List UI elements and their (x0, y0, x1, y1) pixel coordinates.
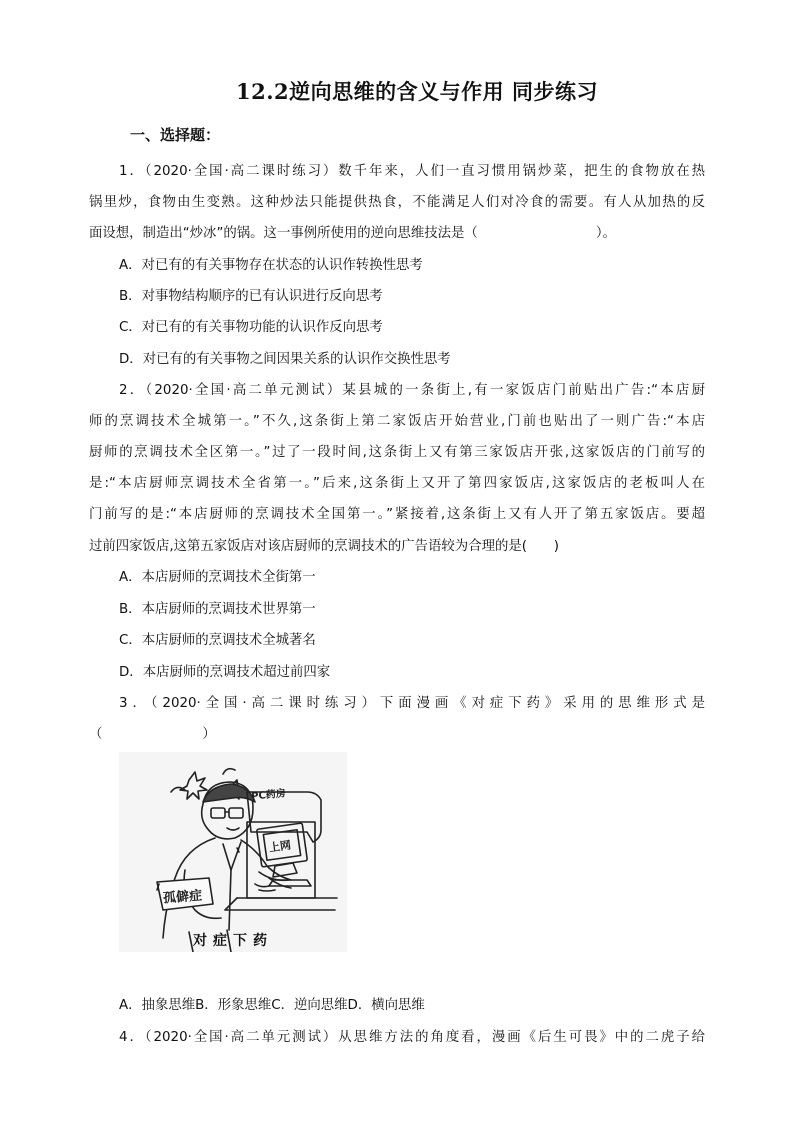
q3-options: A．抽象思维B．形象思维C．逆向思维D．横向思维 (119, 998, 425, 1013)
q2-option-b: B．本店厨师的烹调技术世界第一 (119, 602, 316, 617)
q3-stem-line-1: 3．（2020·全国·高二课时练习）下面漫画《对症下药》采用的思维形式是 (119, 696, 705, 711)
q3-stem-line-2 (89, 725, 705, 745)
q4-stem-line-1: 4．（2020·全国·高二单元测试）从思维方法的角度看，漫画《后生可畏》中的二虎子给 (119, 1030, 705, 1045)
pharmacy-sign: PC药房 (250, 788, 287, 803)
q2-stem-line-2: 师的烹调技术全城第一。”不久,这条街上第二家饭店开始营业,门前也贴出了一则广告:“本店 (89, 414, 705, 429)
q2-stem-line-5: 门前写的是:“本店厨师的烹调技术全国第一。”紧接着,这条街上又有人开了第五家饭店。要超 (89, 507, 705, 522)
q2-stem-line-1: 2．（2020·全国·高二单元测试）某县城的一条街上,有一家饭店门前贴出广告:“本店厨 (119, 383, 705, 398)
q1-stem-line-3 (89, 224, 705, 244)
q1-option-c: C．对已有的有关事物功能的认识作反向思考 (119, 320, 383, 335)
q1-stem-line-1: 1．（2020·全国·高二课时练习）数千年来，人们一直习惯用锅炒菜，把生的食物放在热 (119, 164, 705, 179)
q1-stem-line-3-text: 面设想，制造出“炒冰”的锅。这一事例所使用的逆向思维技法是（ (89, 226, 478, 241)
paper-label: 孤僻症 (162, 888, 203, 907)
section-heading: 一、选择题： (130, 126, 221, 144)
q2-option-c: C．本店厨师的烹调技术全城著名 (119, 633, 316, 648)
q1-option-a: A．对已有的有关事物存在状态的认识作转换性思考 (119, 258, 423, 273)
q1-option-d: D．对已有的有关事物之间因果关系的认识作交换性思考 (119, 352, 451, 367)
q2-option-d: D．本店厨师的烹调技术超过前四家 (119, 665, 331, 680)
q2-stem-line-3: 厨师的烹调技术全区第一。”过了一段时间,这条街上又有第三家饭店开张,这家饭店的门前写的 (89, 445, 705, 460)
q1-stem-line-2: 锅里炒，食物由生变熟。这种炒法只能提供热食，不能满足人们对冷食的需要。有人从加热的反 (89, 195, 705, 210)
q3-close-paren: ） (202, 727, 216, 742)
q1-stem-line-3-end: ）。 (595, 226, 616, 241)
cartoon-caption: 对症下药 (193, 933, 273, 949)
cartoon-drawing (119, 752, 347, 952)
page-title: 12.2逆向思维的含义与作用 同步练习 (236, 79, 598, 104)
q2-stem-line-4: 是:“本店厨师烹调技术全省第一。”后来,这条街上又开了第四家饭店,这家饭店的老板叫人在 (89, 476, 705, 491)
screen-label: 上网 (268, 838, 292, 855)
q3-open-paren: （ (89, 727, 103, 742)
q1-option-b: B．对事物结构顺序的已有认识进行反向思考 (119, 289, 383, 304)
cartoon-illustration (119, 752, 347, 952)
q2-option-a: A．本店厨师的烹调技术全街第一 (119, 570, 316, 585)
q2-stem-line-6: 过前四家饭店,这第五家饭店对该店厨师的烹调技术的广告语较为合理的是( ) (89, 539, 559, 554)
